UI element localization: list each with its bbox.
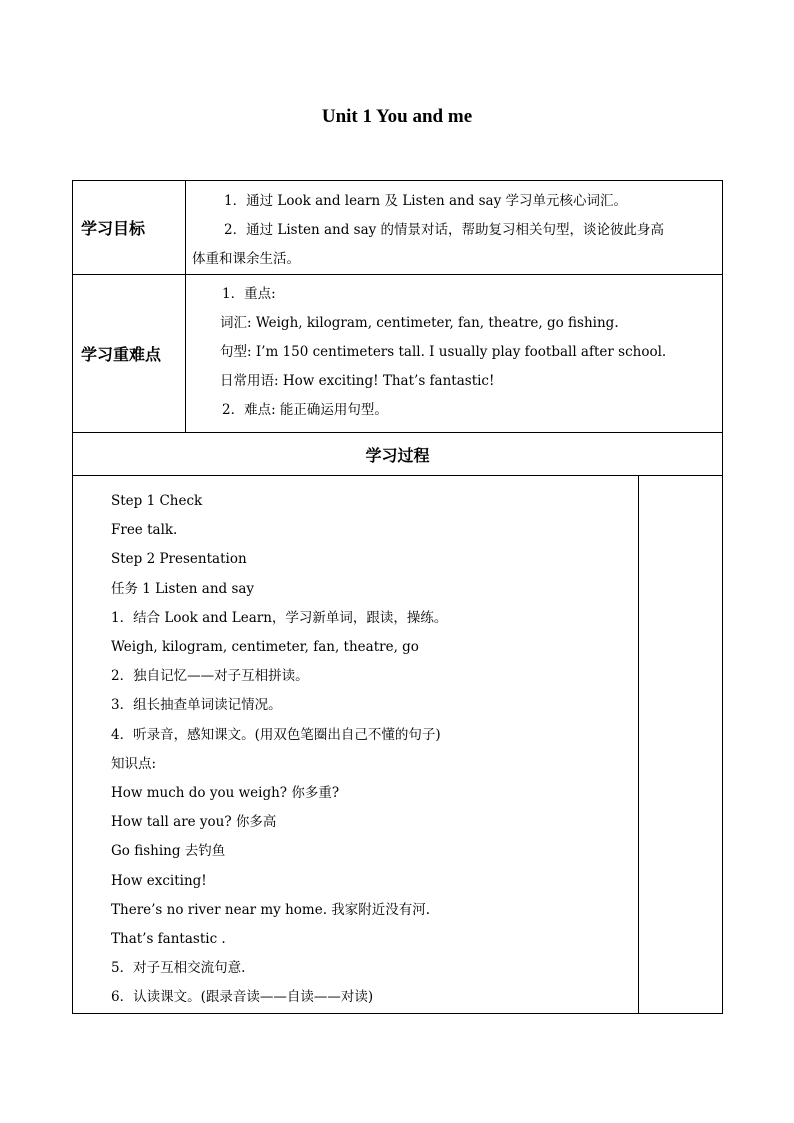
- key-point-line: 句型: I’m 150 centimeters tall. I usually play football after school.: [220, 344, 667, 360]
- process-line: How much do you weigh? 你多重?: [111, 785, 340, 802]
- process-row: [73, 476, 723, 1014]
- process-line: Step 2 Presentation: [111, 551, 247, 568]
- process-line: Weigh, kilogram, centimeter, fan, theatre, go: [111, 639, 419, 656]
- objective-line: 1．通过 Look and learn 及 Listen and say 学习单元核心词汇。: [224, 193, 628, 209]
- process-line: Free talk.: [111, 522, 178, 539]
- process-line: There’s no river near my home. 我家附近没有河.: [111, 901, 431, 918]
- objective-line: 2．通过 Listen and say 的情景对话，帮助复习相关句型，谈论彼此身高: [224, 222, 665, 238]
- key-point-line: 词汇: Weigh, kilogram, centimeter, fan, theatre, go fishing.: [220, 315, 619, 331]
- key-point-line: 日常用语: How exciting! That’s fantastic!: [220, 373, 495, 389]
- objectives-row: [73, 181, 723, 275]
- key-point-line: 2．难点: 能正确运用句型。: [222, 402, 388, 418]
- process-line: How tall are you? 你多高: [111, 814, 277, 831]
- key-points-label: 学习重难点: [73, 275, 186, 433]
- key-point-line: 1．重点:: [222, 286, 276, 302]
- objectives-content: [186, 181, 723, 275]
- process-line: 2．独自记忆——对子互相拼读。: [111, 668, 309, 685]
- process-line: 4．听录音，感知课文。(用双色笔圈出自己不懂的句子): [111, 726, 441, 743]
- process-line: That’s fantastic .: [111, 931, 226, 948]
- objective-line: 体重和课余生活。: [192, 251, 300, 267]
- process-header: 学习过程: [73, 433, 723, 476]
- process-content: [73, 476, 639, 1014]
- key-points-row: [73, 275, 723, 433]
- notes-column: [639, 476, 723, 1014]
- process-line: 5．对子互相交流句意.: [111, 960, 246, 977]
- lesson-plan-table: [72, 180, 723, 1014]
- process-line: 6．认读课文。(跟录音读——自读——对读): [111, 989, 374, 1006]
- process-line: 任务 1 Listen and say: [111, 580, 255, 597]
- objectives-label: 学习目标: [73, 181, 186, 275]
- process-line: Step 1 Check: [111, 493, 203, 509]
- process-header-row: [73, 433, 723, 476]
- process-line: 1．结合 Look and Learn，学习新单词，跟读，操练。: [111, 609, 448, 626]
- process-line: Go fishing 去钓鱼: [111, 843, 226, 860]
- process-line: 知识点:: [111, 755, 157, 772]
- key-points-content: [186, 275, 723, 433]
- page-title: Unit 1 You and me: [321, 106, 473, 127]
- process-line: How exciting!: [111, 872, 207, 889]
- process-line: 3．组长抽查单词读记情况。: [111, 697, 282, 714]
